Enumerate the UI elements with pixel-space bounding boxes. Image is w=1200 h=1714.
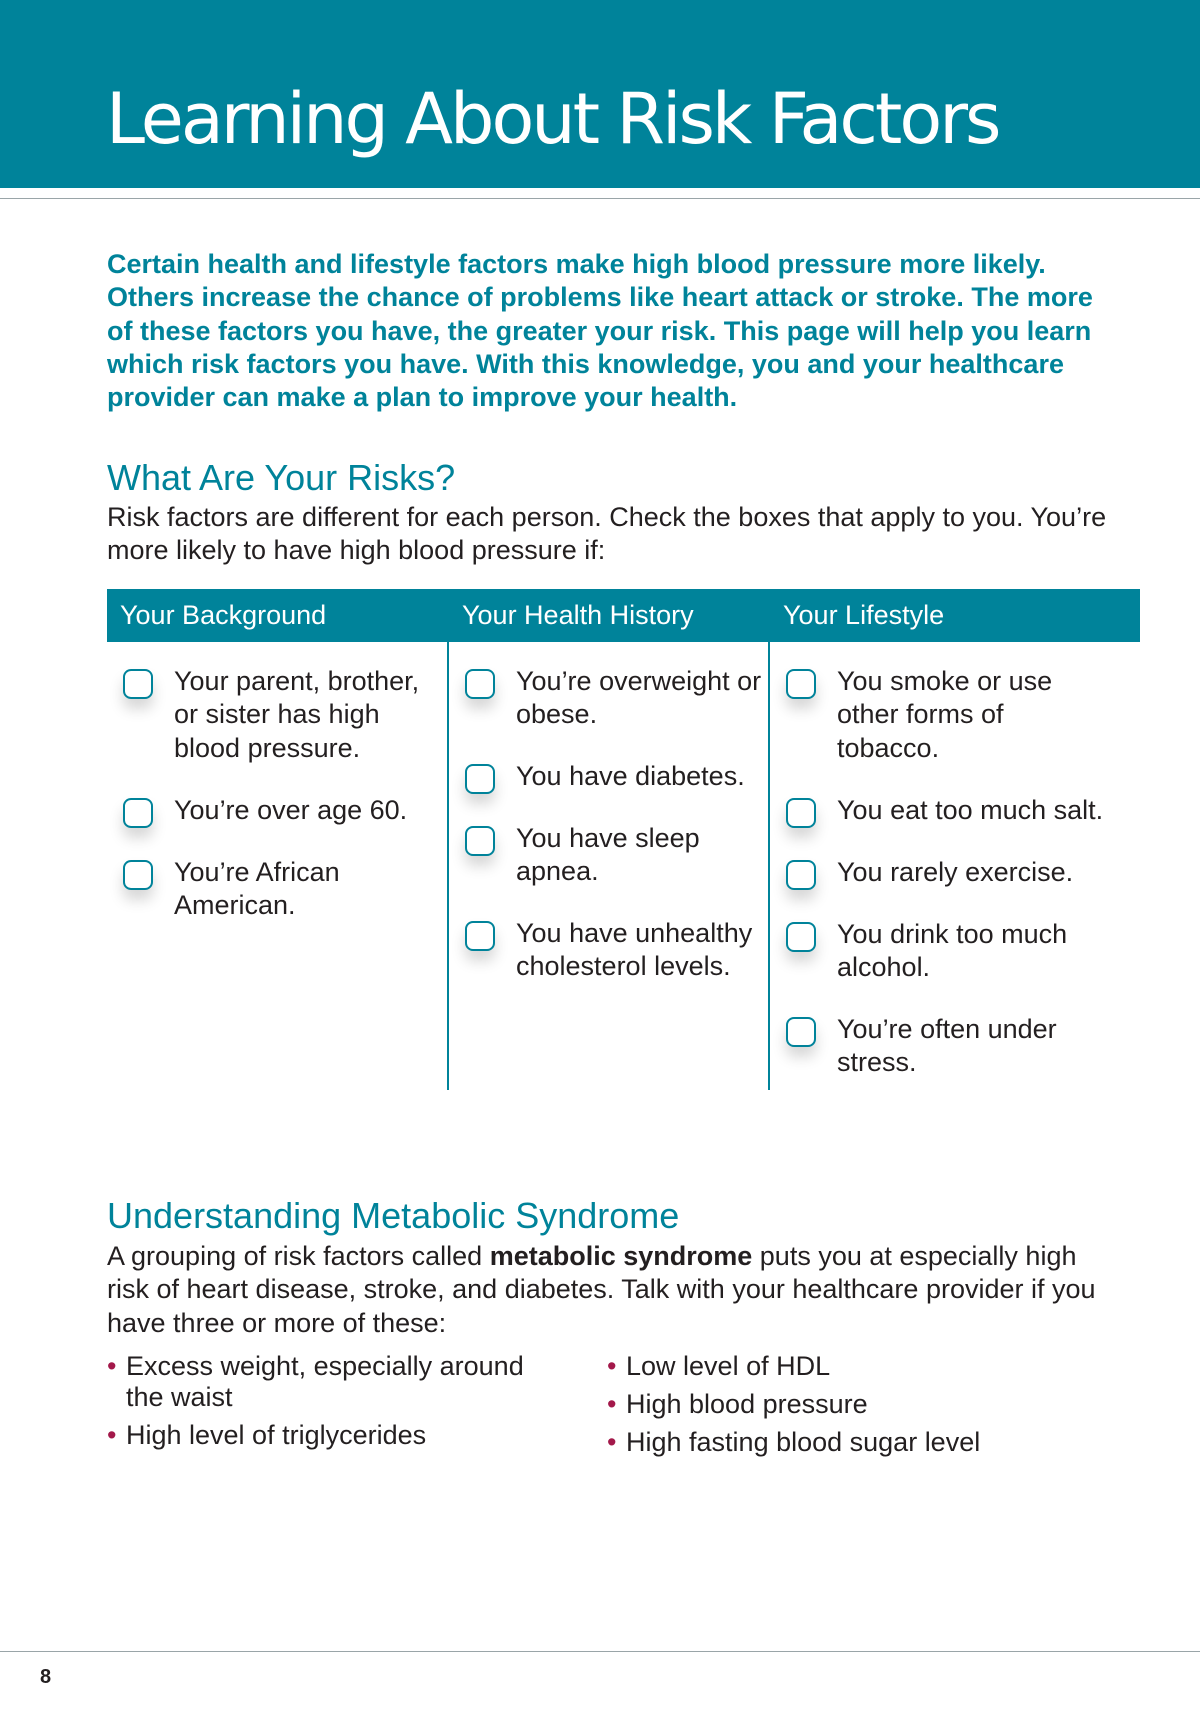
checklist-item-label: You eat too much salt. [837,795,1104,825]
list-item [107,1351,567,1413]
list-item-text: High blood pressure [626,1389,868,1419]
column-header-health-history: Your Health History [449,589,770,642]
column-header-background: Your Background [107,589,448,642]
column-header-lifestyle: Your Lifestyle [770,589,1140,642]
checklist-item-label: You’re overweight or obese. [516,666,762,730]
metabolic-text-before: A grouping of risk factors called [107,1241,490,1271]
bullet-dot-icon: • [607,1351,617,1381]
list-item-text: High level of triglycerides [126,1420,427,1450]
list-item [607,1351,1127,1382]
checkbox[interactable] [786,860,816,890]
checkbox[interactable] [465,826,495,856]
checklist-item-label: You have sleep apnea. [516,823,700,887]
metabolic-heading: Understanding Metabolic Syndrome [107,1195,680,1236]
checkbox[interactable] [465,921,495,951]
list-item-text: Low level of HDL [626,1351,831,1381]
checklist-item-label: You have diabetes. [516,761,745,791]
checklist-item-label: You’re African American. [174,857,340,921]
metabolic-list-left [107,1351,567,1458]
checklist-item-label: You have unhealthy cholesterol levels. [516,918,753,982]
checkbox[interactable] [786,669,816,699]
title-banner [0,0,1200,188]
risk-factor-table [107,589,1140,1090]
intro-paragraph: Certain health and lifestyle factors make high blood pressure more likely. Others increase the chance of problems like heart attack or stroke. The more of these factors you have, the greater your risk. This page will help you learn which risk factors you have. With this knowledge, you and your healthcare provider can make a plan to improve your health. [107,249,1093,413]
checkbox[interactable] [465,764,495,794]
metabolic-text-after: puts you at especially high risk of heart disease, stroke, and diabetes. Talk with your healthcare provider if you have three or more of these: [107,1241,1096,1338]
list-item [607,1427,1127,1458]
checkbox[interactable] [123,798,153,828]
checklist-item-label: Your parent, brother, or sister has high blood pressure. [174,666,420,763]
checkbox[interactable] [465,669,495,699]
bullet-dot-icon: • [107,1351,117,1381]
page-title: Learning About Risk Factors [106,78,999,160]
column-health-history [449,589,770,1090]
page-number: 8 [40,1666,52,1688]
checkbox[interactable] [123,669,153,699]
bullet-dot-icon: • [607,1427,617,1457]
metabolic-description [107,1240,1117,1340]
checklist-item-label: You smoke or use other forms of tobacco. [837,666,1053,763]
checkbox[interactable] [786,922,816,952]
checklist-item-label: You’re often under stress. [837,1014,1057,1078]
list-item-text: High fasting blood sugar level [626,1427,981,1457]
bullet-dot-icon: • [107,1420,117,1450]
checklist-item-label: You drink too much alcohol. [837,919,1068,983]
metabolic-term: metabolic syndrome [489,1241,753,1271]
checkbox[interactable] [786,1017,816,1047]
checkbox[interactable] [786,798,816,828]
list-item [607,1389,1127,1420]
checkbox[interactable] [123,860,153,890]
metabolic-list-right [607,1351,1127,1465]
checklist-item-label: You’re over age 60. [174,795,408,825]
column-background [107,589,448,1090]
footer-divider [0,1651,1200,1652]
list-item-text: Excess weight, especially around the waist [126,1351,524,1412]
column-lifestyle [770,589,1140,1090]
checklist-item-label: You rarely exercise. [837,857,1074,887]
risks-description: Risk factors are different for each person. Check the boxes that apply to you. You’re more likely to have high blood pressure if: [107,502,1107,566]
header-divider [0,198,1200,199]
list-item [107,1420,567,1451]
risks-heading: What Are Your Risks? [107,457,456,498]
bullet-dot-icon: • [607,1389,617,1419]
